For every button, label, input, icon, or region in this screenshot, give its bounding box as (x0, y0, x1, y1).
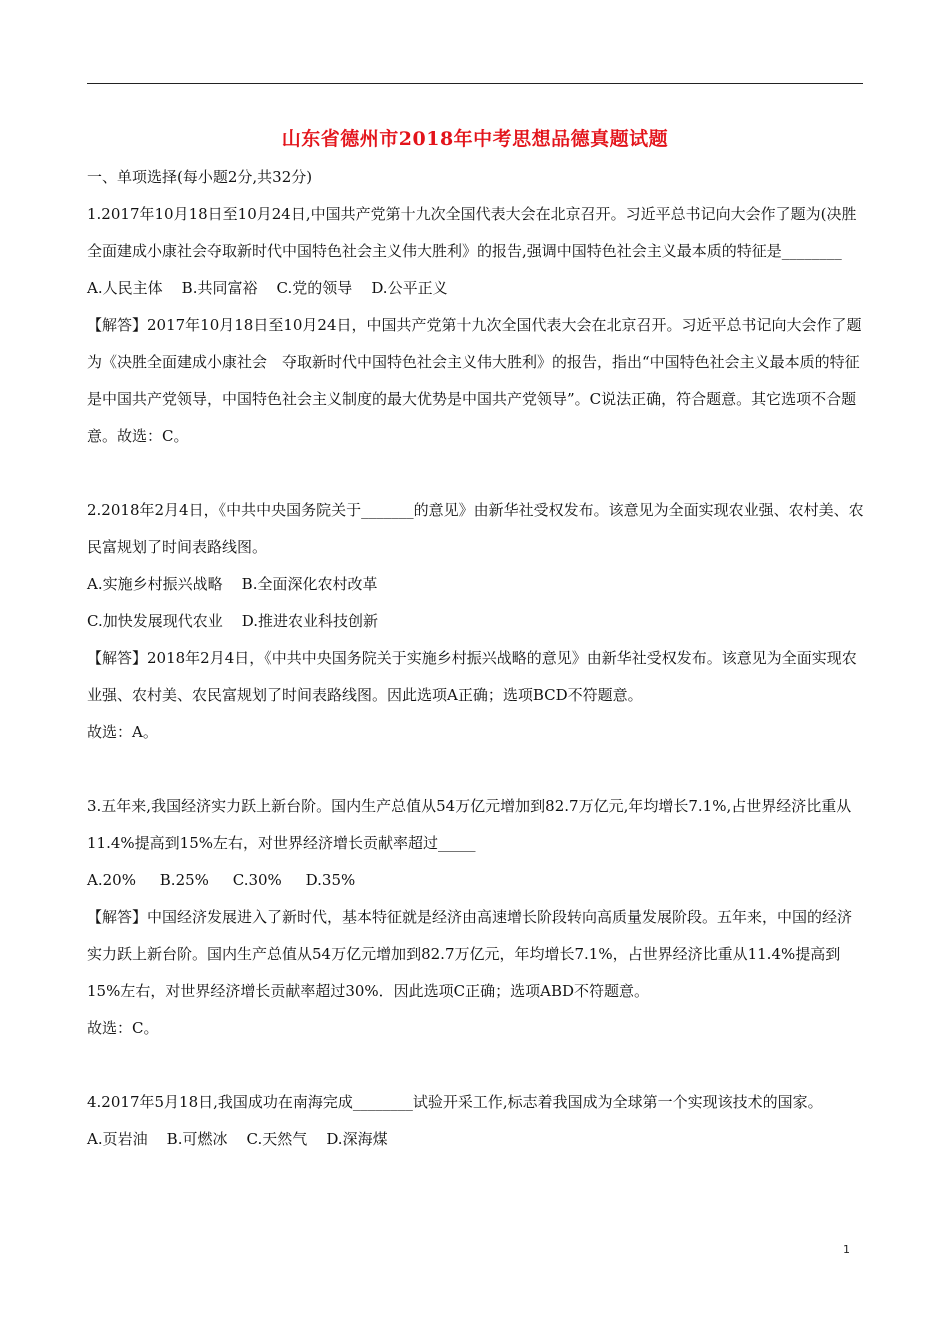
question-3-answer: 【解答】中国经济发展进入了新时代，基本特征就是经济由高速增长阶段转向高质量发展阶段。五年来，中国的经济实力跃上新台阶。国内生产总值从54万亿元增加到82.7万亿元，年均增长7.1%，占世界经济比重从11.4%提高到15%左右，对世界经济增长贡献率超过30%．因此选项C正确；选项ABD不符题意。 (87, 908, 853, 1000)
page-number: 1 (843, 1243, 850, 1256)
section-header: 一、单项选择(每小题2分,共32分) (87, 168, 313, 186)
spacer (87, 751, 865, 788)
header-rule (87, 83, 863, 84)
question-2-options-ab: A.实施乡村振兴战略 B.全面深化农村改革 (87, 575, 378, 593)
question-1-options: A.人民主体 B.共同富裕 C.党的领导 D.公平正义 (87, 279, 448, 297)
document-body (87, 159, 865, 1158)
spacer (87, 1047, 865, 1084)
question-4-stem: 4.2017年5月18日,我国成功在南海完成________试验开采工作,标志着我国成为全球第一个实现该技术的国家。 (87, 1093, 823, 1111)
spacer (87, 455, 865, 492)
question-3-stem: 3.五年来,我国经济实力跃上新台阶。国内生产总值从54万亿元增加到82.7万亿元,年均增长7.1%,占世界经济比重从11.4%提高到15%左右，对世界经济增长贡献率超过_____ (87, 797, 852, 852)
document-title: 山东省德州市2018年中考思想品德真题试题 (281, 128, 669, 150)
question-4-options: A.页岩油 B.可燃冰 C.天然气 D.深海煤 (87, 1130, 388, 1148)
question-1-answer: 【解答】2017年10月18日至10月24日，中国共产党第十九次全国代表大会在北京召开。习近平总书记向大会作了题为《决胜全面建成小康社会 夺取新时代中国特色社会主义伟大胜利》的报告，指出“中国特色社会主义最本质的特征是中国共产党领导，中国特色社会主义制度的最大优势是中国共产党领导”。C说法正确，符合题意。其它选项不合题意。故选：C。 (87, 316, 862, 445)
question-2-answer: 【解答】2018年2月4日，《中共中央国务院关于实施乡村振兴战略的意见》由新华社受权发布。该意见为全面实现农业强、农村美、农民富规划了时间表路线图。因此选项A正确；选项BCD不符题意。 (87, 649, 857, 704)
question-2-options-cd: C.加快发展现代农业 D.推进农业科技创新 (87, 612, 379, 630)
question-1-stem: 1.2017年10月18日至10月24日,中国共产党第十九次全国代表大会在北京召开。习近平总书记向大会作了题为(决胜全面建成小康社会夺取新时代中国特色社会主义伟大胜利》的报告,强调中国特色社会主义最本质的特征是________ (87, 205, 857, 260)
question-3-answer-choice: 故选：C。 (87, 1019, 159, 1037)
question-2-stem: 2.2018年2月4日，《中共中央国务院关于_______的意见》由新华社受权发布。该意见为全面实现农业强、农村美、农民富规划了时间表路线图。 (87, 501, 864, 556)
question-3-options: A.20% B.25% C.30% D.35% (87, 871, 356, 889)
question-2-answer-choice: 故选：A。 (87, 723, 158, 741)
